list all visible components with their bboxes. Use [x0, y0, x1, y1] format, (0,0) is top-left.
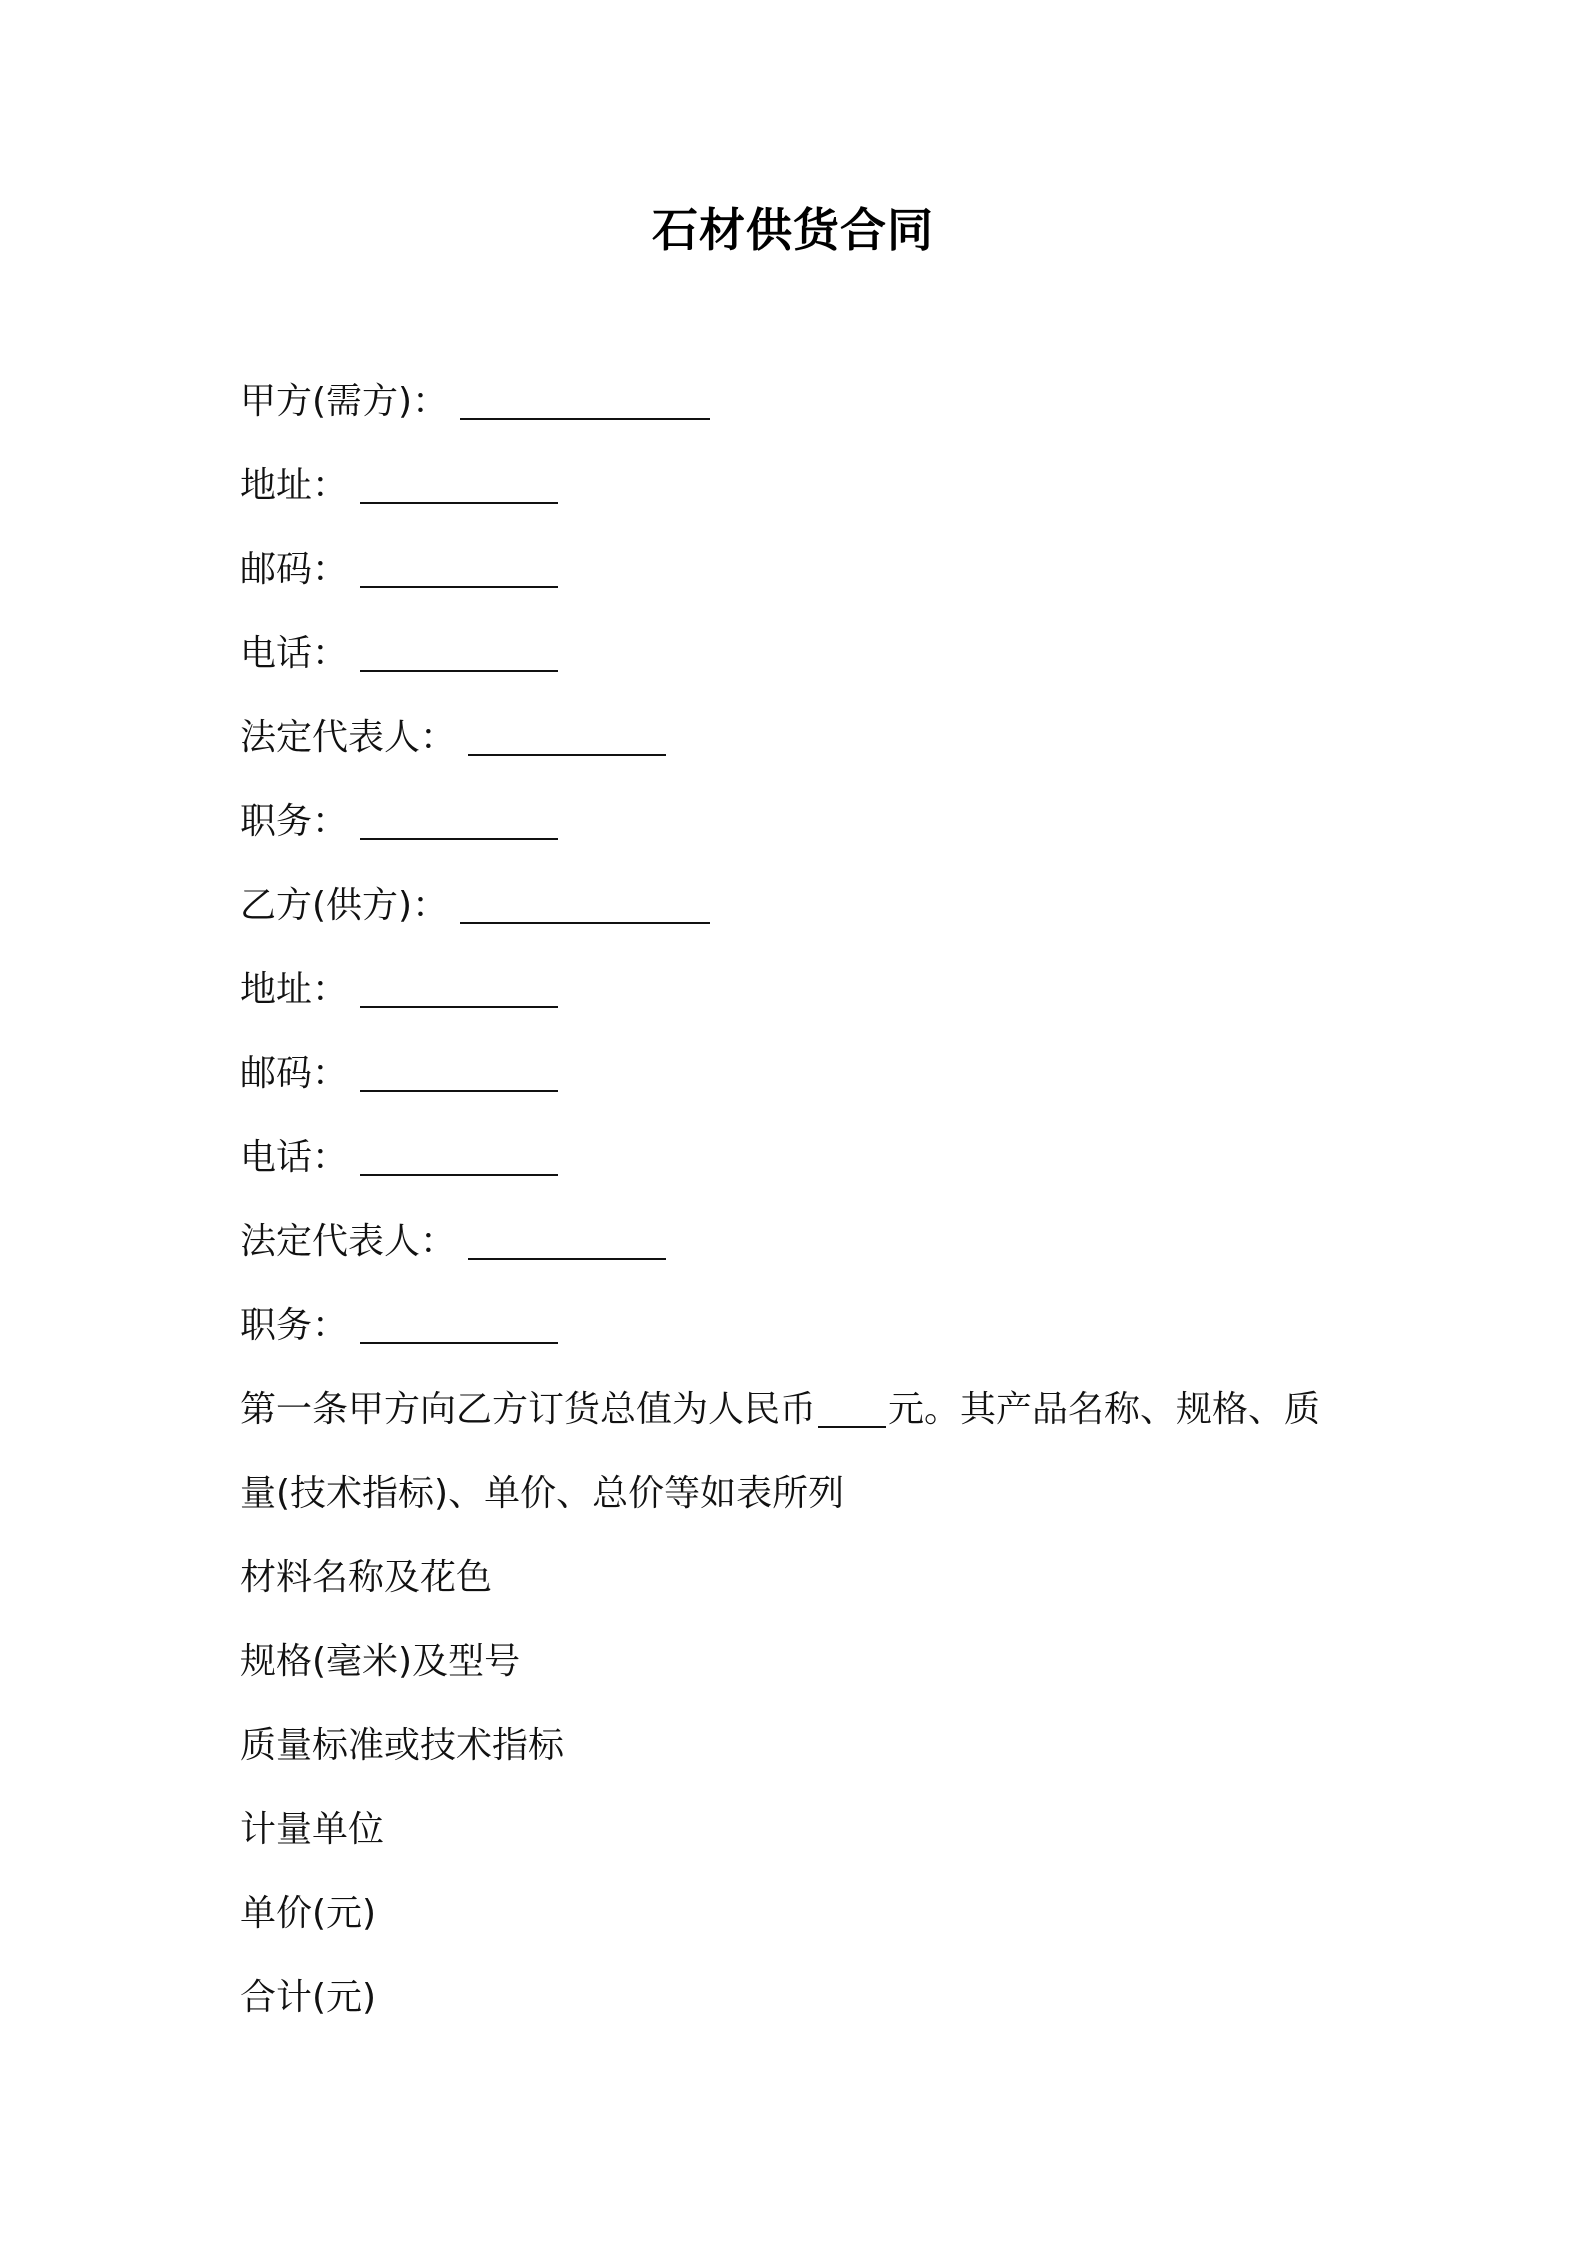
- table-field-item: [240, 1966, 1360, 2050]
- party-b-legal-rep-line: [240, 1210, 1360, 1294]
- table-field-item: [240, 1630, 1360, 1714]
- party-b-position-blank[interactable]: [360, 1294, 558, 1344]
- table-field-quality-standard: 质量标准或技术指标: [240, 1725, 565, 1766]
- party-b-legal-rep-label: 法定代表人：: [240, 1221, 457, 1262]
- table-field-total: 合计(元): [240, 1977, 377, 2018]
- table-field-item: [240, 1546, 1360, 1630]
- party-b-postcode-line: [240, 1042, 1360, 1126]
- party-b-postcode-label: 邮码：: [240, 1053, 349, 1094]
- party-a-phone-line: [240, 622, 1360, 706]
- table-field-item: [240, 1798, 1360, 1882]
- party-b-phone-blank[interactable]: [360, 1126, 558, 1176]
- party-a-position-line: [240, 790, 1360, 874]
- article1-text-before: 第一条甲方向乙方订货总值为人民币: [240, 1389, 817, 1430]
- party-a-address-line: [240, 454, 1360, 538]
- party-a-legal-rep-label: 法定代表人：: [240, 717, 457, 758]
- party-a-postcode-label: 邮码：: [240, 549, 349, 590]
- party-a-postcode-line: [240, 538, 1360, 622]
- table-field-item: [240, 1714, 1360, 1798]
- party-b-phone-label: 电话：: [240, 1137, 349, 1178]
- article1-amount-blank[interactable]: [818, 1378, 886, 1428]
- document-title: 石材供货合同: [652, 203, 934, 257]
- document-body: [240, 370, 1360, 2050]
- party-b-phone-line: [240, 1126, 1360, 1210]
- party-b-address-label: 地址：: [240, 969, 349, 1010]
- party-a-phone-blank[interactable]: [360, 622, 558, 672]
- party-b-heading-label: 乙方(供方)：: [240, 885, 449, 926]
- party-a-phone-label: 电话：: [240, 633, 349, 674]
- party-b-address-blank[interactable]: [360, 958, 558, 1008]
- party-a-address-label: 地址：: [240, 465, 349, 506]
- table-field-material-name: 材料名称及花色: [240, 1557, 493, 1598]
- party-a-name-blank[interactable]: [460, 370, 710, 420]
- article1-text-after: 元。其产品名称、规格、质: [888, 1389, 1321, 1430]
- party-b-address-line: [240, 958, 1360, 1042]
- table-field-unit-price: 单价(元): [240, 1893, 377, 1934]
- table-field-unit: 计量单位: [240, 1809, 385, 1850]
- article1-text-line2: 量(技术指标)、单价、总价等如表所列: [240, 1473, 845, 1514]
- party-a-legal-rep-blank[interactable]: [468, 706, 666, 756]
- party-a-postcode-blank[interactable]: [360, 538, 558, 588]
- party-b-legal-rep-blank[interactable]: [468, 1210, 666, 1260]
- party-b-position-label: 职务：: [240, 1305, 349, 1346]
- party-a-address-blank[interactable]: [360, 454, 558, 504]
- article1-line2: [240, 1462, 1360, 1546]
- party-a-position-blank[interactable]: [360, 790, 558, 840]
- party-a-position-label: 职务：: [240, 801, 349, 842]
- table-field-specification: 规格(毫米)及型号: [240, 1641, 521, 1682]
- party-b-postcode-blank[interactable]: [360, 1042, 558, 1092]
- party-b-name-blank[interactable]: [460, 874, 710, 924]
- party-b-heading-line: [240, 874, 1360, 958]
- party-b-position-line: [240, 1294, 1360, 1378]
- article1-line1: [240, 1378, 1360, 1462]
- table-field-item: [240, 1882, 1360, 1966]
- party-a-heading-line: [240, 370, 1360, 454]
- party-a-heading-label: 甲方(需方)：: [240, 381, 449, 422]
- party-a-legal-rep-line: [240, 706, 1360, 790]
